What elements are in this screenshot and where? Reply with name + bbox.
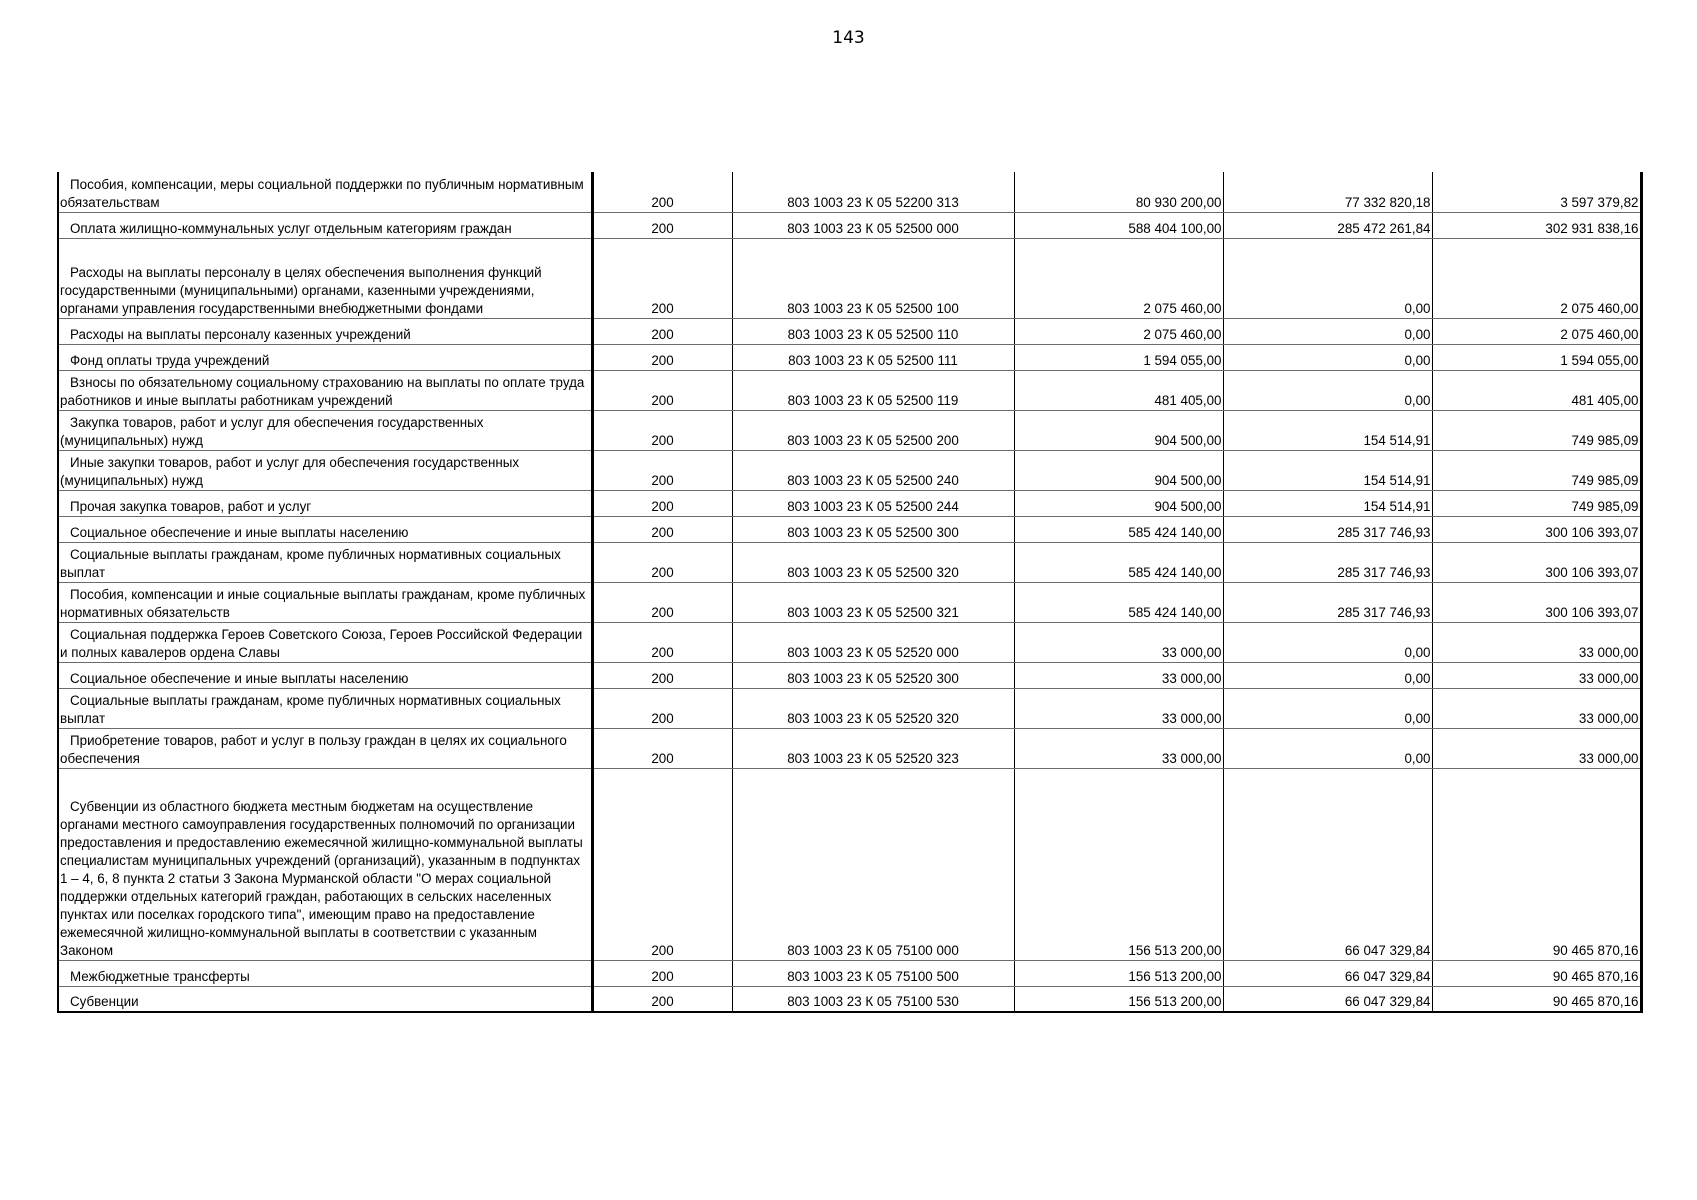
- row-budget-code: 803 1003 23 К 05 52500 300: [787, 524, 959, 540]
- row-approved-amount-cell: [1014, 410, 1223, 450]
- row-admin-code-cell: [592, 344, 732, 370]
- table-row: [58, 662, 1641, 688]
- row-executed-amount-cell: [1223, 768, 1432, 960]
- row-admin-code: 200: [651, 472, 674, 488]
- row-executed-amount-cell: [1223, 450, 1432, 490]
- row-remainder-amount-cell: [1432, 622, 1641, 662]
- row-name-cell: [58, 542, 592, 582]
- row-executed-amount-cell: [1223, 516, 1432, 542]
- row-name: Пособия, компенсации, меры социальной поддержки по публичным нормативным обязательствам: [60, 176, 584, 210]
- row-name: Пособия, компенсации и иные социальные выплаты гражданам, кроме публичных нормативных обязательств: [60, 586, 586, 620]
- row-name: Приобретение товаров, работ и услуг в пользу граждан в целях их социального обеспечения: [60, 732, 567, 766]
- row-approved-amount: 156 513 200,00: [1128, 942, 1222, 958]
- row-remainder-amount-cell: [1432, 410, 1641, 450]
- row-name: Расходы на выплаты персоналу казенных учреждений: [70, 326, 411, 342]
- row-remainder-amount: 33 000,00: [1578, 644, 1639, 660]
- row-budget-code-cell: [732, 238, 1014, 318]
- row-approved-amount-cell: [1014, 986, 1223, 1012]
- row-executed-amount: 0,00: [1404, 392, 1431, 408]
- row-remainder-amount: 749 985,09: [1571, 472, 1639, 488]
- row-admin-code-cell: [592, 318, 732, 344]
- row-budget-code: 803 1003 23 К 05 52500 110: [787, 326, 959, 342]
- row-name: Закупка товаров, работ и услуг для обеспечения государственных (муниципальных) нужд: [60, 414, 484, 448]
- table-row: [58, 344, 1641, 370]
- row-name-cell: [58, 212, 592, 238]
- row-budget-code: 803 1003 23 К 05 52500 320: [787, 564, 959, 580]
- row-budget-code-cell: [732, 370, 1014, 410]
- row-name: Субвенции из областного бюджета местным бюджетам на осуществление органами местного самоуправления государственных полномочий по организации предоставления и предоставлению ежемесячной жилищно-коммунальной выплаты специалистам муниципальных учреждений (организаций), указанным в подпунктах 1 – 4, 6, 8 пункта 2 статьи 3 Закона Мурманской области "О мерах социальной поддержки отдельных категорий граждан, работающих в сельских населенных пунктах или поселках городского типа", имеющим право на предоставление ежемесячной жилищно-коммунальной выплаты в соответствии с указанным Законом: [60, 798, 583, 958]
- row-name: Социальное обеспечение и иные выплаты населению: [70, 524, 409, 540]
- row-name-cell: [58, 450, 592, 490]
- row-budget-code: 803 1003 23 К 05 52500 200: [787, 432, 959, 448]
- row-budget-code-cell: [732, 960, 1014, 986]
- row-approved-amount-cell: [1014, 490, 1223, 516]
- row-approved-amount-cell: [1014, 238, 1223, 318]
- row-executed-amount: 154 514,91: [1363, 432, 1431, 448]
- row-name: Прочая закупка товаров, работ и услуг: [70, 498, 312, 514]
- row-executed-amount-cell: [1223, 344, 1432, 370]
- table-row: [58, 728, 1641, 768]
- row-approved-amount-cell: [1014, 728, 1223, 768]
- row-admin-code-cell: [592, 212, 732, 238]
- table-row: [58, 622, 1641, 662]
- row-remainder-amount-cell: [1432, 728, 1641, 768]
- row-budget-code-cell: [732, 490, 1014, 516]
- row-remainder-amount-cell: [1432, 318, 1641, 344]
- row-budget-code: 803 1003 23 К 05 52200 313: [787, 194, 959, 210]
- row-approved-amount-cell: [1014, 344, 1223, 370]
- row-remainder-amount-cell: [1432, 344, 1641, 370]
- table-row: [58, 768, 1641, 960]
- row-admin-code-cell: [592, 542, 732, 582]
- row-name-cell: [58, 344, 592, 370]
- row-executed-amount: 154 514,91: [1363, 472, 1431, 488]
- row-admin-code-cell: [592, 516, 732, 542]
- row-budget-code: 803 1003 23 К 05 52500 244: [787, 498, 959, 514]
- row-budget-code: 803 1003 23 К 05 75100 000: [787, 942, 959, 958]
- row-admin-code: 200: [651, 300, 674, 316]
- row-executed-amount: 0,00: [1404, 670, 1431, 686]
- row-admin-code-cell: [592, 986, 732, 1012]
- row-approved-amount: 2 075 460,00: [1143, 326, 1222, 342]
- table-row: [58, 212, 1641, 238]
- table-row: [58, 582, 1641, 622]
- row-approved-amount: 156 513 200,00: [1128, 994, 1222, 1009]
- table-row: [58, 370, 1641, 410]
- row-name-cell: [58, 318, 592, 344]
- row-executed-amount-cell: [1223, 172, 1432, 212]
- row-admin-code-cell: [592, 582, 732, 622]
- row-admin-code: 200: [651, 564, 674, 580]
- row-budget-code: 803 1003 23 К 05 75100 500: [787, 968, 959, 984]
- row-name: Социальные выплаты гражданам, кроме публичных нормативных социальных выплат: [60, 546, 561, 580]
- row-name: Социальное обеспечение и иные выплаты населению: [70, 670, 409, 686]
- row-admin-code-cell: [592, 960, 732, 986]
- row-approved-amount-cell: [1014, 450, 1223, 490]
- row-remainder-amount: 2 075 460,00: [1560, 326, 1639, 342]
- row-executed-amount: 66 047 329,84: [1344, 942, 1431, 958]
- row-remainder-amount: 90 465 870,16: [1552, 968, 1639, 984]
- row-executed-amount-cell: [1223, 582, 1432, 622]
- budget-execution-table: [57, 172, 1643, 1013]
- page-number: 143: [832, 28, 865, 48]
- row-name-cell: [58, 622, 592, 662]
- row-remainder-amount: 2 075 460,00: [1560, 300, 1639, 316]
- row-remainder-amount: 3 597 379,82: [1560, 194, 1639, 210]
- table-row: [58, 238, 1641, 318]
- row-budget-code-cell: [732, 622, 1014, 662]
- row-budget-code-cell: [732, 688, 1014, 728]
- row-executed-amount: 66 047 329,84: [1344, 994, 1431, 1009]
- row-admin-code: 200: [651, 968, 674, 984]
- table-row: [58, 410, 1641, 450]
- row-admin-code-cell: [592, 410, 732, 450]
- row-approved-amount-cell: [1014, 582, 1223, 622]
- row-name-cell: [58, 370, 592, 410]
- row-budget-code: 803 1003 23 К 05 52500 119: [787, 392, 959, 408]
- row-approved-amount: 585 424 140,00: [1128, 564, 1222, 580]
- row-admin-code-cell: [592, 622, 732, 662]
- row-remainder-amount: 33 000,00: [1578, 750, 1639, 766]
- row-budget-code: 803 1003 23 К 05 52520 300: [787, 670, 959, 686]
- row-admin-code: 200: [651, 194, 674, 210]
- row-budget-code: 803 1003 23 К 05 75100 530: [787, 994, 959, 1009]
- row-remainder-amount-cell: [1432, 960, 1641, 986]
- row-admin-code: 200: [651, 326, 674, 342]
- row-admin-code-cell: [592, 728, 732, 768]
- row-remainder-amount: 481 405,00: [1571, 392, 1639, 408]
- row-remainder-amount-cell: [1432, 212, 1641, 238]
- row-approved-amount: 481 405,00: [1154, 392, 1222, 408]
- row-executed-amount-cell: [1223, 410, 1432, 450]
- row-executed-amount-cell: [1223, 662, 1432, 688]
- row-name: Оплата жилищно-коммунальных услуг отдельным категориям граждан: [70, 220, 512, 236]
- row-remainder-amount: 300 106 393,07: [1545, 564, 1639, 580]
- row-name: Фонд оплаты труда учреждений: [70, 352, 270, 368]
- row-admin-code-cell: [592, 490, 732, 516]
- row-budget-code-cell: [732, 450, 1014, 490]
- row-remainder-amount: 749 985,09: [1571, 498, 1639, 514]
- row-executed-amount-cell: [1223, 238, 1432, 318]
- row-approved-amount: 33 000,00: [1161, 710, 1222, 726]
- row-budget-code-cell: [732, 768, 1014, 960]
- row-approved-amount-cell: [1014, 960, 1223, 986]
- row-executed-amount-cell: [1223, 318, 1432, 344]
- row-admin-code: 200: [651, 644, 674, 660]
- row-remainder-amount: 33 000,00: [1578, 710, 1639, 726]
- row-admin-code: 200: [651, 498, 674, 514]
- row-admin-code-cell: [592, 172, 732, 212]
- row-admin-code: 200: [651, 750, 674, 766]
- row-approved-amount: 585 424 140,00: [1128, 604, 1222, 620]
- row-name: Расходы на выплаты персоналу в целях обеспечения выполнения функций государственными (муниципальными) органами, казенными учреждениями, органами управления государственными внебюджетными фондами: [60, 264, 542, 316]
- row-name-cell: [58, 728, 592, 768]
- table-row: [58, 516, 1641, 542]
- row-approved-amount-cell: [1014, 516, 1223, 542]
- row-approved-amount-cell: [1014, 318, 1223, 344]
- row-remainder-amount: 749 985,09: [1571, 432, 1639, 448]
- row-executed-amount: 285 317 746,93: [1337, 564, 1431, 580]
- row-budget-code: 803 1003 23 К 05 52500 111: [788, 352, 958, 368]
- row-name: Социальные выплаты гражданам, кроме публичных нормативных социальных выплат: [60, 692, 561, 726]
- row-approved-amount: 588 404 100,00: [1128, 220, 1222, 236]
- row-remainder-amount-cell: [1432, 582, 1641, 622]
- row-budget-code-cell: [732, 728, 1014, 768]
- row-approved-amount: 904 500,00: [1154, 472, 1222, 488]
- row-executed-amount-cell: [1223, 370, 1432, 410]
- row-budget-code-cell: [732, 662, 1014, 688]
- row-executed-amount: 0,00: [1404, 750, 1431, 766]
- table-row: [58, 960, 1641, 986]
- row-name-cell: [58, 410, 592, 450]
- row-approved-amount-cell: [1014, 622, 1223, 662]
- row-budget-code: 803 1003 23 К 05 52520 320: [787, 710, 959, 726]
- row-approved-amount-cell: [1014, 370, 1223, 410]
- row-admin-code: 200: [651, 942, 674, 958]
- row-remainder-amount-cell: [1432, 688, 1641, 728]
- row-budget-code-cell: [732, 542, 1014, 582]
- row-admin-code: 200: [651, 392, 674, 408]
- row-budget-code-cell: [732, 172, 1014, 212]
- row-approved-amount: 33 000,00: [1161, 644, 1222, 660]
- row-executed-amount: 0,00: [1404, 326, 1431, 342]
- row-budget-code: 803 1003 23 К 05 52520 323: [787, 750, 959, 766]
- row-executed-amount-cell: [1223, 986, 1432, 1012]
- row-executed-amount: 0,00: [1404, 644, 1431, 660]
- row-remainder-amount-cell: [1432, 542, 1641, 582]
- row-admin-code: 200: [651, 524, 674, 540]
- row-executed-amount-cell: [1223, 688, 1432, 728]
- table-row: [58, 318, 1641, 344]
- table-row: [58, 490, 1641, 516]
- row-remainder-amount-cell: [1432, 238, 1641, 318]
- row-approved-amount: 1 594 055,00: [1143, 352, 1222, 368]
- table-body: [58, 172, 1641, 1012]
- row-executed-amount: 0,00: [1404, 710, 1431, 726]
- row-budget-code-cell: [732, 318, 1014, 344]
- row-remainder-amount: 33 000,00: [1578, 670, 1639, 686]
- row-admin-code: 200: [651, 994, 674, 1009]
- row-budget-code-cell: [732, 582, 1014, 622]
- row-executed-amount-cell: [1223, 960, 1432, 986]
- row-budget-code: 803 1003 23 К 05 52500 240: [787, 472, 959, 488]
- row-remainder-amount-cell: [1432, 450, 1641, 490]
- row-executed-amount: 154 514,91: [1363, 498, 1431, 514]
- row-admin-code-cell: [592, 370, 732, 410]
- row-remainder-amount-cell: [1432, 662, 1641, 688]
- row-name: Взносы по обязательному социальному страхованию на выплаты по оплате труда работников и иные выплаты работникам учреждений: [60, 374, 585, 408]
- row-remainder-amount: 300 106 393,07: [1545, 604, 1639, 620]
- row-approved-amount-cell: [1014, 212, 1223, 238]
- row-remainder-amount: 1 594 055,00: [1560, 352, 1639, 368]
- row-name-cell: [58, 662, 592, 688]
- row-admin-code-cell: [592, 768, 732, 960]
- row-remainder-amount-cell: [1432, 490, 1641, 516]
- row-executed-amount: 0,00: [1404, 352, 1431, 368]
- row-budget-code-cell: [732, 212, 1014, 238]
- row-remainder-amount-cell: [1432, 172, 1641, 212]
- row-remainder-amount: 300 106 393,07: [1545, 524, 1639, 540]
- row-admin-code: 200: [651, 352, 674, 368]
- row-admin-code: 200: [651, 432, 674, 448]
- row-admin-code-cell: [592, 450, 732, 490]
- row-budget-code-cell: [732, 986, 1014, 1012]
- row-name: Социальная поддержка Героев Советского Союза, Героев Российской Федерации и полных кавалеров ордена Славы: [60, 626, 583, 660]
- row-budget-code-cell: [732, 344, 1014, 370]
- row-name-cell: [58, 688, 592, 728]
- row-remainder-amount-cell: [1432, 986, 1641, 1012]
- row-admin-code-cell: [592, 688, 732, 728]
- row-approved-amount-cell: [1014, 662, 1223, 688]
- row-name-cell: [58, 490, 592, 516]
- row-approved-amount-cell: [1014, 688, 1223, 728]
- row-name-cell: [58, 516, 592, 542]
- row-executed-amount-cell: [1223, 542, 1432, 582]
- row-remainder-amount: 90 465 870,16: [1552, 994, 1639, 1009]
- row-approved-amount: 33 000,00: [1161, 670, 1222, 686]
- row-approved-amount-cell: [1014, 768, 1223, 960]
- row-approved-amount: 585 424 140,00: [1128, 524, 1222, 540]
- row-approved-amount: 2 075 460,00: [1143, 300, 1222, 316]
- table-row: [58, 688, 1641, 728]
- row-admin-code-cell: [592, 238, 732, 318]
- row-admin-code: 200: [651, 220, 674, 236]
- row-executed-amount: 285 472 261,84: [1337, 220, 1431, 236]
- row-budget-code: 803 1003 23 К 05 52500 100: [787, 300, 959, 316]
- row-executed-amount: 66 047 329,84: [1344, 968, 1431, 984]
- row-budget-code-cell: [732, 516, 1014, 542]
- row-name-cell: [58, 768, 592, 960]
- row-admin-code: 200: [651, 670, 674, 686]
- row-executed-amount-cell: [1223, 728, 1432, 768]
- row-name-cell: [58, 238, 592, 318]
- row-budget-code: 803 1003 23 К 05 52500 321: [787, 604, 959, 620]
- row-name: Субвенции: [70, 994, 139, 1009]
- row-remainder-amount: 90 465 870,16: [1552, 942, 1639, 958]
- row-budget-code: 803 1003 23 К 05 52520 000: [787, 644, 959, 660]
- row-approved-amount: 156 513 200,00: [1128, 968, 1222, 984]
- row-name: Межбюджетные трансферты: [70, 968, 250, 984]
- row-admin-code: 200: [651, 710, 674, 726]
- row-name: Иные закупки товаров, работ и услуг для обеспечения государственных (муниципальных) нужд: [60, 454, 520, 488]
- row-executed-amount: 285 317 746,93: [1337, 524, 1431, 540]
- row-name-cell: [58, 582, 592, 622]
- row-approved-amount: 33 000,00: [1161, 750, 1222, 766]
- row-approved-amount: 904 500,00: [1154, 432, 1222, 448]
- row-executed-amount-cell: [1223, 622, 1432, 662]
- row-remainder-amount-cell: [1432, 768, 1641, 960]
- row-executed-amount: 285 317 746,93: [1337, 604, 1431, 620]
- row-budget-code-cell: [732, 410, 1014, 450]
- table-row: [58, 172, 1641, 212]
- row-name-cell: [58, 172, 592, 212]
- row-name-cell: [58, 960, 592, 986]
- row-approved-amount: 80 930 200,00: [1135, 194, 1222, 210]
- row-executed-amount-cell: [1223, 490, 1432, 516]
- table-row: [58, 450, 1641, 490]
- row-admin-code-cell: [592, 662, 732, 688]
- row-name-cell: [58, 986, 592, 1012]
- row-approved-amount-cell: [1014, 542, 1223, 582]
- row-remainder-amount-cell: [1432, 516, 1641, 542]
- row-remainder-amount: 302 931 838,16: [1545, 220, 1639, 236]
- table-row: [58, 986, 1641, 1012]
- row-admin-code: 200: [651, 604, 674, 620]
- row-approved-amount: 904 500,00: [1154, 498, 1222, 514]
- row-approved-amount-cell: [1014, 172, 1223, 212]
- row-executed-amount: 0,00: [1404, 300, 1431, 316]
- row-budget-code: 803 1003 23 К 05 52500 000: [787, 220, 959, 236]
- row-executed-amount-cell: [1223, 212, 1432, 238]
- table-row: [58, 542, 1641, 582]
- row-remainder-amount-cell: [1432, 370, 1641, 410]
- row-executed-amount: 77 332 820,18: [1344, 194, 1431, 210]
